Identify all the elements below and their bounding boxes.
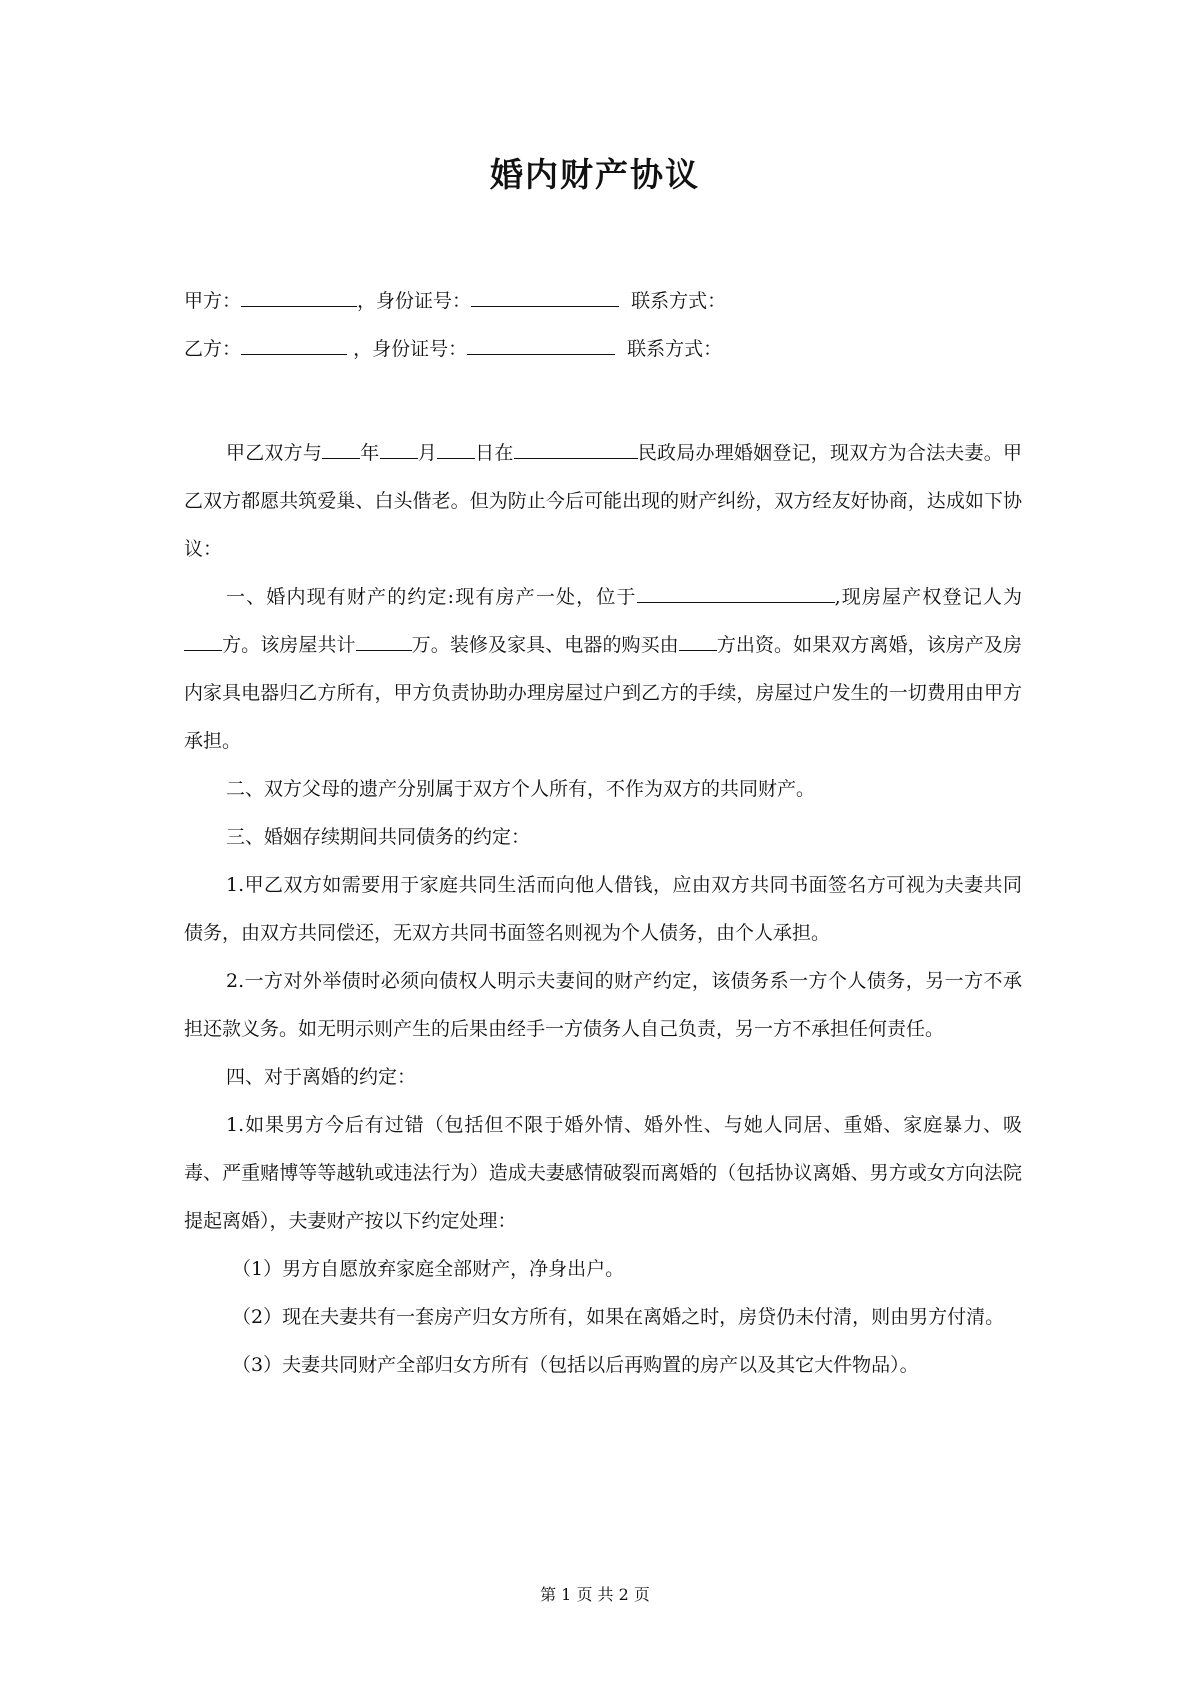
party-b-name-blank[interactable] — [241, 334, 347, 355]
registered-owner-blank[interactable] — [184, 630, 222, 651]
party-b-contact-label: 联系方式： — [627, 338, 723, 360]
intro-paragraph — [184, 429, 1022, 573]
party-b-id-blank[interactable] — [467, 334, 615, 355]
furnishing-payer-blank[interactable] — [679, 630, 717, 651]
civil-affairs-bureau-blank[interactable] — [514, 438, 638, 459]
property-price-blank[interactable] — [356, 630, 412, 651]
section-1-paragraph — [184, 573, 1022, 765]
party-b-label: 乙方： — [184, 338, 242, 360]
section-1-text-5: 方出资。如果双方离婚，该房产及房内家具电器归乙方所有，甲方负责协助办理房屋过户到乙方的手续，房屋过户发生的一切费用由甲方承担。 — [184, 634, 1022, 752]
marriage-month-blank[interactable] — [380, 438, 418, 459]
section-4-item-1-sub-1: （1）男方自愿放弃家庭全部财产，净身出户。 — [232, 1258, 625, 1280]
section-4-item-1: 1.如果男方今后有过错（包括但不限于婚外情、婚外性、与她人同居、重婚、家庭暴力、吸毒、严重赌博等等越轨或违法行为）造成夫妻感情破裂而离婚的（包括协议离婚、男方或女方向法院提起离婚），夫妻财产按以下约定处理： — [184, 1114, 1022, 1232]
party-a-line — [184, 286, 726, 316]
section-1-text-1: 一、婚内现有财产的约定:现有房产一处，位于 — [226, 586, 637, 608]
intro-text-1: 甲乙双方与 — [226, 442, 323, 464]
section-2-paragraph: 二、双方父母的遗产分别属于双方个人所有，不作为双方的共同财产。 — [226, 778, 816, 800]
section-3-item-1: 1.甲乙双方如需要用于家庭共同生活而向他人借钱，应由双方共同书面签名方可视为夫妻共同债务，由双方共同偿还，无双方共同书面签名则视为个人债务，由个人承担。 — [184, 874, 1022, 944]
section-4-heading: 四、对于离婚的约定： — [226, 1066, 417, 1088]
section-1-text-2: ,现房屋产权登记人为 — [834, 586, 1022, 608]
intro-text-4: 日在 — [474, 442, 514, 464]
section-1-text-3: 方。该房屋共计 — [222, 634, 356, 656]
page-number-footer: 第 1 页 共 2 页 — [540, 1585, 650, 1604]
section-4-item-1-sub-2: （2）现在夫妻共有一套房产归女方所有，如果在离婚之时，房贷仍未付清，则由男方付清。 — [232, 1306, 1005, 1328]
section-3-heading: 三、婚姻存续期间共同债务的约定： — [226, 826, 531, 848]
intro-text-2: 年 — [360, 442, 380, 464]
party-b-line — [184, 334, 722, 364]
intro-text-5: 民政局办理婚姻登记，现双方为合法夫妻。甲乙双方都愿共筑爱巢、白头偕老。但为防止今后可能出现的财产纠纷，双方经友好协商，达成如下协议： — [184, 442, 1022, 560]
party-a-id-label: ，身份证号： — [357, 290, 472, 312]
party-a-contact-label: 联系方式： — [631, 290, 727, 312]
section-3-item-2: 2.一方对外举债时必须向债权人明示夫妻间的财产约定，该债务系一方个人债务，另一方不承担还款义务。如无明示则产生的后果由经手一方债务人自己负责，另一方不承担任何责任。 — [184, 970, 1022, 1040]
party-a-name-blank[interactable] — [241, 286, 357, 307]
document-title: 婚内财产协议 — [490, 155, 700, 194]
party-a-label: 甲方： — [184, 290, 242, 312]
party-b-id-label: ，身份证号： — [353, 338, 468, 360]
agreement-body — [184, 429, 1022, 1389]
intro-text-3: 月 — [417, 442, 437, 464]
marriage-year-blank[interactable] — [322, 438, 360, 459]
property-location-blank[interactable] — [637, 582, 835, 603]
party-a-id-blank[interactable] — [471, 286, 619, 307]
section-4-item-1-sub-3: （3）夫妻共同财产全部归女方所有（包括以后再购置的房产以及其它大件物品）。 — [232, 1354, 919, 1376]
section-1-text-4: 万。装修及家具、电器的购买由 — [411, 634, 679, 656]
marriage-day-blank[interactable] — [437, 438, 475, 459]
